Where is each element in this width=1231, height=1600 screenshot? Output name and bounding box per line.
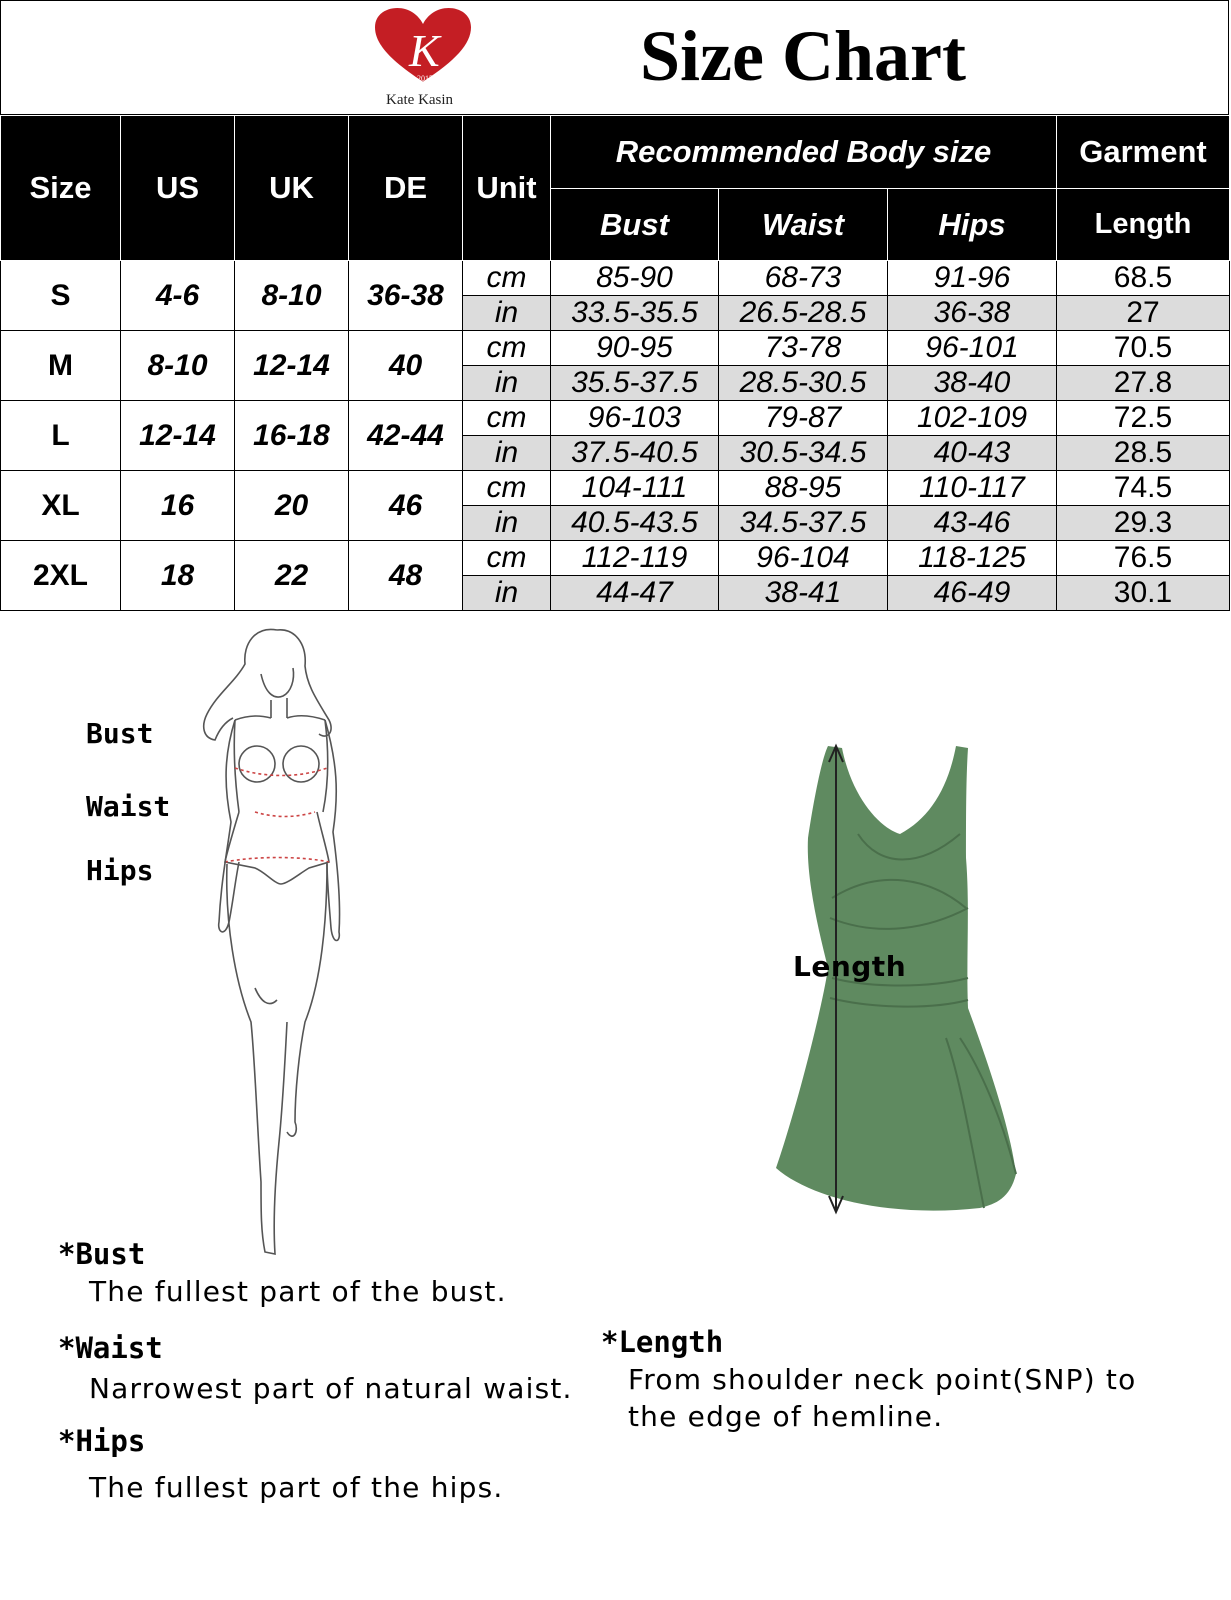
hips-cell: 40-43 [888, 436, 1057, 471]
figure-label-waist: Waist [86, 790, 171, 823]
hips-cell: 102-109 [888, 401, 1057, 436]
hips-cell: 96-101 [888, 331, 1057, 366]
hips-cell: 91-96 [888, 261, 1057, 296]
bust-cell: 40.5-43.5 [551, 506, 719, 541]
bust-cell: 37.5-40.5 [551, 436, 719, 471]
waist-cell: 34.5-37.5 [719, 506, 888, 541]
note-waist-text: Narrowest part of natural waist. [89, 1372, 573, 1405]
de-cell: 46 [349, 471, 463, 541]
length-cell: 70.5 [1057, 331, 1230, 366]
waist-cell: 88-95 [719, 471, 888, 506]
header-size: Size [1, 116, 121, 261]
header-length: Length [1057, 189, 1230, 261]
unit-cell: cm [463, 471, 551, 506]
waist-cell: 28.5-30.5 [719, 366, 888, 401]
note-length-text-1: From shoulder neck point(SNP) to [628, 1363, 1137, 1396]
unit-cell: in [463, 576, 551, 611]
uk-cell: 20 [235, 471, 349, 541]
unit-cell: in [463, 506, 551, 541]
header-uk: UK [235, 116, 349, 261]
bust-cell: 90-95 [551, 331, 719, 366]
length-cell: 29.3 [1057, 506, 1230, 541]
length-cell: 28.5 [1057, 436, 1230, 471]
note-hips-heading: *Hips [58, 1424, 146, 1458]
de-cell: 40 [349, 331, 463, 401]
waist-cell: 96-104 [719, 541, 888, 576]
logo-letter: K [409, 25, 440, 76]
header-recommended: Recommended Body size [551, 116, 1057, 189]
header-de: DE [349, 116, 463, 261]
length-cell: 27 [1057, 296, 1230, 331]
header-hips: Hips [888, 189, 1057, 261]
table-row [1, 541, 1230, 576]
size-cell: XL [1, 471, 121, 541]
note-bust-heading: *Bust [58, 1237, 146, 1271]
waist-cell: 26.5-28.5 [719, 296, 888, 331]
waist-cell: 30.5-34.5 [719, 436, 888, 471]
de-cell: 48 [349, 541, 463, 611]
us-cell: 12-14 [121, 401, 235, 471]
bust-cell: 104-111 [551, 471, 719, 506]
bust-cell: 33.5-35.5 [551, 296, 719, 331]
de-cell: 42-44 [349, 401, 463, 471]
bust-cell: 112-119 [551, 541, 719, 576]
size-table [0, 115, 1230, 611]
unit-cell: cm [463, 261, 551, 296]
uk-cell: 12-14 [235, 331, 349, 401]
unit-cell: cm [463, 401, 551, 436]
size-cell: M [1, 331, 121, 401]
length-cell: 72.5 [1057, 401, 1230, 436]
length-cell: 76.5 [1057, 541, 1230, 576]
length-cell: 27.8 [1057, 366, 1230, 401]
logo-year: 2015 [417, 74, 433, 83]
header-bust: Bust [551, 189, 719, 261]
us-cell: 16 [121, 471, 235, 541]
us-cell: 4-6 [121, 261, 235, 331]
unit-cell: in [463, 366, 551, 401]
length-cell: 30.1 [1057, 576, 1230, 611]
brand-name: Kate Kasin [386, 92, 454, 108]
unit-cell: cm [463, 541, 551, 576]
de-cell: 36-38 [349, 261, 463, 331]
note-hips-text: The fullest part of the hips. [89, 1471, 504, 1504]
unit-cell: in [463, 296, 551, 331]
waist-cell: 73-78 [719, 331, 888, 366]
waist-cell: 38-41 [719, 576, 888, 611]
header-waist: Waist [719, 189, 888, 261]
hips-cell: 46-49 [888, 576, 1057, 611]
uk-cell: 16-18 [235, 401, 349, 471]
swim-dress-icon [770, 738, 1040, 1243]
table-row [1, 401, 1230, 436]
bust-cell: 85-90 [551, 261, 719, 296]
figure-label-length: Length [793, 950, 907, 983]
uk-cell: 8-10 [235, 261, 349, 331]
page-title: Size Chart [640, 16, 966, 96]
us-cell: 18 [121, 541, 235, 611]
body-figure-icon [195, 622, 365, 1267]
hips-cell: 110-117 [888, 471, 1057, 506]
us-cell: 8-10 [121, 331, 235, 401]
header-unit: Unit [463, 116, 551, 261]
table-row [1, 331, 1230, 366]
hips-cell: 38-40 [888, 366, 1057, 401]
header-us: US [121, 116, 235, 261]
note-length-text-2: the edge of hemline. [628, 1400, 944, 1433]
unit-cell: cm [463, 331, 551, 366]
uk-cell: 22 [235, 541, 349, 611]
unit-cell: in [463, 436, 551, 471]
figure-label-bust: Bust [86, 717, 154, 750]
length-cell: 68.5 [1057, 261, 1230, 296]
hips-cell: 43-46 [888, 506, 1057, 541]
hips-cell: 118-125 [888, 541, 1057, 576]
table-row [1, 471, 1230, 506]
bust-cell: 96-103 [551, 401, 719, 436]
size-cell: L [1, 401, 121, 471]
note-waist-heading: *Waist [58, 1331, 163, 1365]
waist-cell: 79-87 [719, 401, 888, 436]
note-bust-text: The fullest part of the bust. [89, 1275, 507, 1308]
bust-cell: 44-47 [551, 576, 719, 611]
size-cell: S [1, 261, 121, 331]
hips-cell: 36-38 [888, 296, 1057, 331]
size-cell: 2XL [1, 541, 121, 611]
figure-label-hips: Hips [86, 854, 154, 887]
bust-cell: 35.5-37.5 [551, 366, 719, 401]
header [0, 0, 1229, 115]
header-garment: Garment [1057, 116, 1230, 189]
table-row [1, 261, 1230, 296]
waist-cell: 68-73 [719, 261, 888, 296]
note-length-heading: *Length [601, 1325, 724, 1359]
length-cell: 74.5 [1057, 471, 1230, 506]
